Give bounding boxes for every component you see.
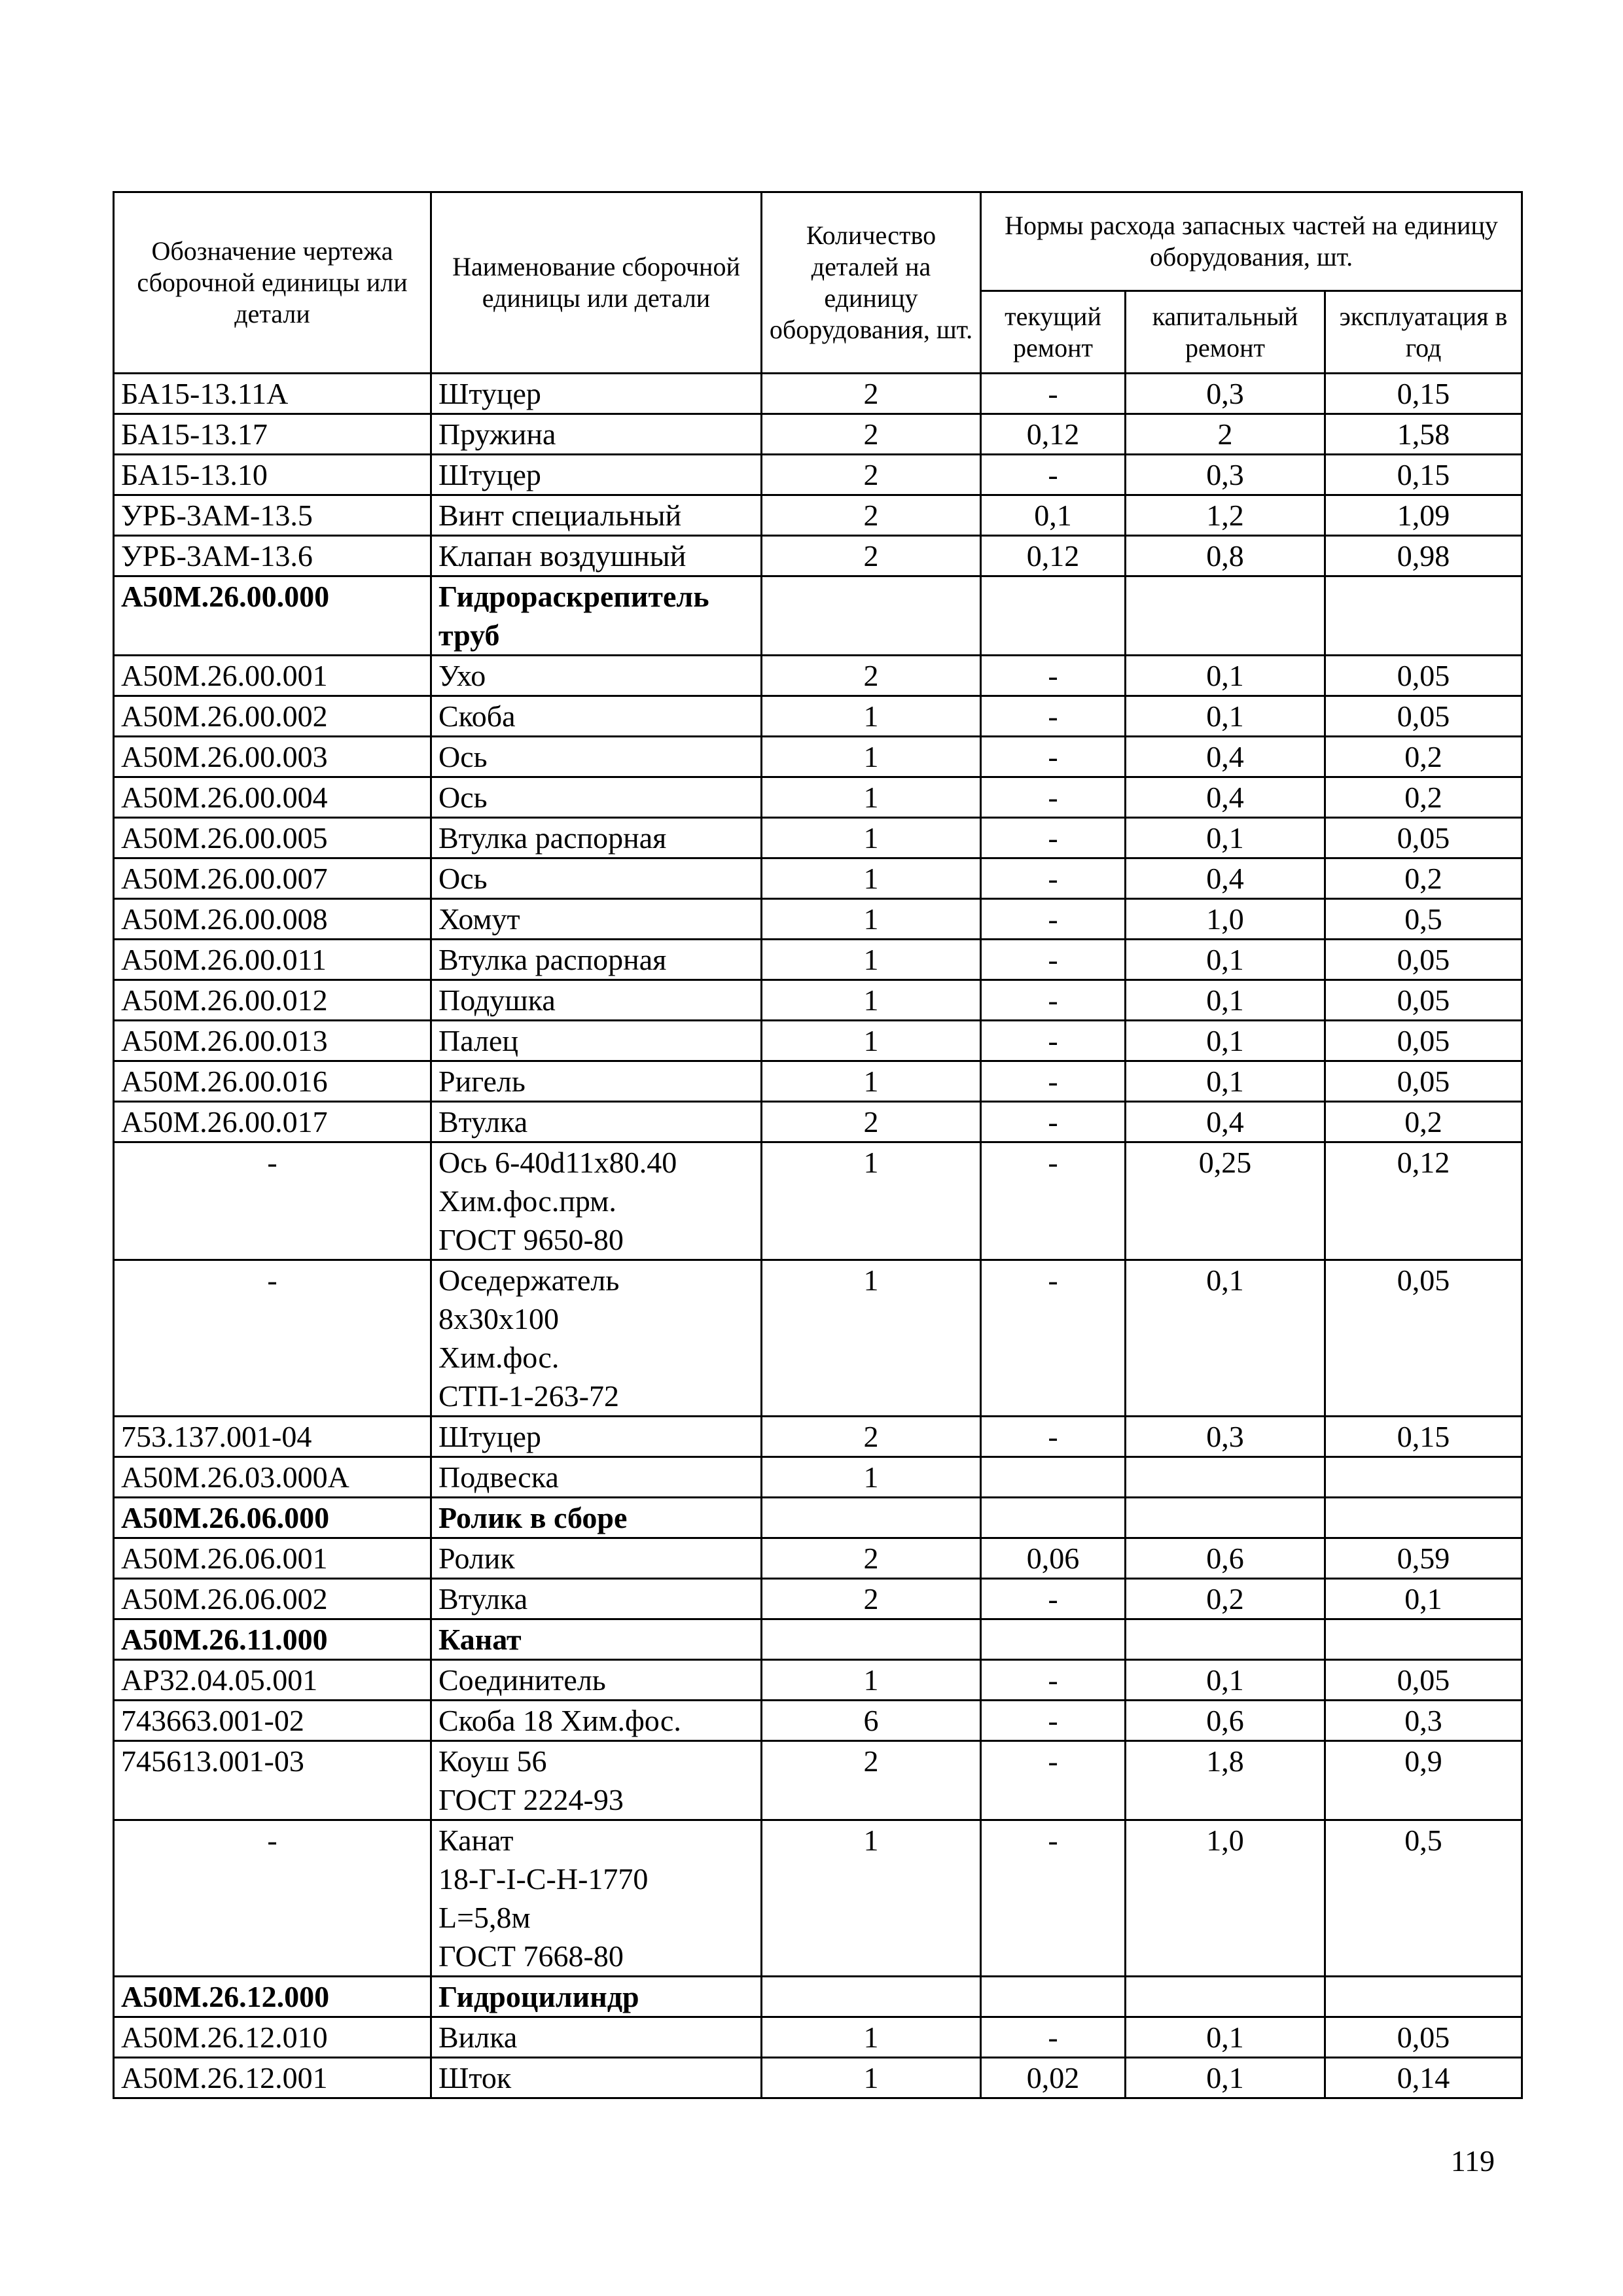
cell-qty: [762, 1977, 981, 2017]
cell-name: Втулка распорная: [431, 818, 762, 858]
table-row: [114, 737, 1522, 777]
cell-code: 753.137.001-04: [114, 1417, 431, 1457]
cell-capital: 0,3: [1126, 374, 1325, 414]
table-row: [114, 455, 1522, 495]
cell-name: Подвеска: [431, 1457, 762, 1498]
cell-code: УРБ-3АМ-13.6: [114, 536, 431, 576]
cell-qty: 1: [762, 2058, 981, 2098]
cell-annual: [1325, 576, 1522, 656]
cell-annual: 0,05: [1325, 1021, 1522, 1061]
cell-current: -: [981, 1660, 1126, 1701]
cell-code: -: [114, 1260, 431, 1417]
cell-capital: 0,1: [1126, 2058, 1325, 2098]
cell-current: -: [981, 940, 1126, 980]
cell-annual: 0,2: [1325, 858, 1522, 899]
cell-code: БА15-13.17: [114, 414, 431, 455]
cell-name: [431, 1260, 762, 1417]
table-row: [114, 374, 1522, 414]
table-body: [114, 374, 1522, 2098]
cell-current: 0,06: [981, 1538, 1126, 1579]
cell-name-line: ГОСТ 9650-80: [438, 1223, 624, 1256]
cell-current: -: [981, 1701, 1126, 1741]
cell-name-line: L=5,8м: [438, 1901, 531, 1934]
table-row: [114, 1820, 1522, 1977]
cell-capital: 0,25: [1126, 1142, 1325, 1260]
cell-capital: 0,1: [1126, 2017, 1325, 2058]
cell-current: -: [981, 2017, 1126, 2058]
table-row: [114, 1021, 1522, 1061]
cell-qty: 2: [762, 536, 981, 576]
table-row: [114, 1102, 1522, 1142]
cell-qty: 6: [762, 1701, 981, 1741]
cell-code: А50М.26.00.011: [114, 940, 431, 980]
cell-current: -: [981, 455, 1126, 495]
cell-name-line: 8x30x100: [438, 1302, 559, 1335]
cell-code: А50М.26.12.010: [114, 2017, 431, 2058]
table-row: [114, 777, 1522, 818]
cell-code: А50М.26.03.000А: [114, 1457, 431, 1498]
cell-name: Гидрораскрепитель труб: [431, 576, 762, 656]
cell-current: -: [981, 1061, 1126, 1102]
cell-name-line: ГОСТ 7668-80: [438, 1939, 624, 1973]
cell-code: А50М.26.00.017: [114, 1102, 431, 1142]
cell-code: А50М.26.06.002: [114, 1579, 431, 1619]
cell-code: -: [114, 1820, 431, 1977]
cell-capital: [1126, 1498, 1325, 1538]
table-row: [114, 696, 1522, 737]
cell-current: -: [981, 1820, 1126, 1977]
cell-current: -: [981, 1021, 1126, 1061]
table-row: [114, 414, 1522, 455]
cell-name: Гидроцилиндр: [431, 1977, 762, 2017]
cell-name: Канат: [431, 1619, 762, 1660]
cell-current: 0,12: [981, 414, 1126, 455]
cell-name: Клапан воздушный: [431, 536, 762, 576]
cell-qty: 2: [762, 414, 981, 455]
cell-name: [431, 1142, 762, 1260]
cell-current: -: [981, 737, 1126, 777]
cell-code: А50М.26.00.012: [114, 980, 431, 1021]
cell-capital: 0,1: [1126, 1260, 1325, 1417]
cell-name-line: Ось 6-40d11x80.40: [438, 1146, 677, 1179]
cell-annual: 0,15: [1325, 455, 1522, 495]
table-row: [114, 536, 1522, 576]
cell-annual: [1325, 1498, 1522, 1538]
cell-current: -: [981, 1142, 1126, 1260]
cell-name-line: Хим.фос.прм.: [438, 1184, 616, 1218]
cell-qty: 2: [762, 455, 981, 495]
cell-current: -: [981, 858, 1126, 899]
cell-annual: 0,2: [1325, 777, 1522, 818]
header-code: Обозначение чертежа сборочной единицы или детали: [114, 192, 431, 374]
cell-code: А50М.26.00.016: [114, 1061, 431, 1102]
cell-annual: 1,09: [1325, 495, 1522, 536]
cell-annual: 0,3: [1325, 1701, 1522, 1741]
cell-name: [431, 1820, 762, 1977]
cell-qty: 2: [762, 1579, 981, 1619]
cell-current: [981, 1498, 1126, 1538]
cell-annual: 0,05: [1325, 1660, 1522, 1701]
cell-capital: 0,1: [1126, 1021, 1325, 1061]
cell-code: А50М.26.00.013: [114, 1021, 431, 1061]
cell-capital: 0,1: [1126, 656, 1325, 696]
cell-name: Штуцер: [431, 1417, 762, 1457]
table-row: [114, 1061, 1522, 1102]
cell-qty: 2: [762, 1102, 981, 1142]
cell-qty: 1: [762, 1457, 981, 1498]
cell-annual: 0,05: [1325, 980, 1522, 1021]
cell-qty: 1: [762, 1061, 981, 1102]
cell-current: [981, 576, 1126, 656]
cell-name: Винт специальный: [431, 495, 762, 536]
cell-name: Скоба 18 Хим.фос.: [431, 1701, 762, 1741]
cell-name: Втулка: [431, 1579, 762, 1619]
cell-qty: 2: [762, 1741, 981, 1820]
cell-annual: [1325, 1457, 1522, 1498]
cell-name: Скоба: [431, 696, 762, 737]
table-row: [114, 1701, 1522, 1741]
header-annual-operation: эксплуатация в год: [1325, 291, 1522, 374]
cell-current: -: [981, 374, 1126, 414]
cell-annual: 0,15: [1325, 374, 1522, 414]
cell-name: Штуцер: [431, 455, 762, 495]
cell-annual: 0,5: [1325, 1820, 1522, 1977]
cell-current: -: [981, 1741, 1126, 1820]
cell-annual: 0,59: [1325, 1538, 1522, 1579]
cell-capital: [1126, 1457, 1325, 1498]
cell-qty: 1: [762, 1660, 981, 1701]
cell-capital: 0,1: [1126, 696, 1325, 737]
cell-annual: 1,58: [1325, 414, 1522, 455]
cell-qty: 2: [762, 1417, 981, 1457]
cell-current: -: [981, 696, 1126, 737]
cell-current: -: [981, 656, 1126, 696]
cell-annual: 0,14: [1325, 2058, 1522, 2098]
cell-code: А50М.26.00.001: [114, 656, 431, 696]
header-name: Наименование сборочной единицы или детали: [431, 192, 762, 374]
cell-qty: [762, 1619, 981, 1660]
cell-qty: [762, 1498, 981, 1538]
spare-parts-table: [113, 191, 1523, 2099]
cell-annual: 0,2: [1325, 1102, 1522, 1142]
cell-capital: 0,3: [1126, 455, 1325, 495]
cell-annual: 0,05: [1325, 696, 1522, 737]
cell-current: -: [981, 980, 1126, 1021]
cell-capital: 0,1: [1126, 1660, 1325, 1701]
cell-code: А50М.26.00.007: [114, 858, 431, 899]
cell-capital: 1,2: [1126, 495, 1325, 536]
cell-name-line: ГОСТ 2224-93: [438, 1783, 624, 1816]
cell-code: А50М.26.00.008: [114, 899, 431, 940]
cell-code: БА15-13.11А: [114, 374, 431, 414]
cell-qty: 2: [762, 374, 981, 414]
cell-capital: 0,4: [1126, 1102, 1325, 1142]
table-row: [114, 858, 1522, 899]
header-capital-repair: капитальный ремонт: [1126, 291, 1325, 374]
page-number: 119: [1450, 2144, 1495, 2178]
cell-capital: 1,0: [1126, 899, 1325, 940]
cell-name: Палец: [431, 1021, 762, 1061]
cell-code: А50М.26.00.005: [114, 818, 431, 858]
section-row: [114, 1498, 1522, 1538]
cell-capital: 0,4: [1126, 737, 1325, 777]
cell-current: -: [981, 1102, 1126, 1142]
table-row: [114, 1660, 1522, 1701]
cell-capital: [1126, 1977, 1325, 2017]
table-row: [114, 899, 1522, 940]
table-row: [114, 818, 1522, 858]
cell-qty: 1: [762, 777, 981, 818]
cell-code: БА15-13.10: [114, 455, 431, 495]
cell-capital: 2: [1126, 414, 1325, 455]
cell-current: 0,02: [981, 2058, 1126, 2098]
cell-current: 0,1: [981, 495, 1126, 536]
cell-capital: 0,6: [1126, 1538, 1325, 1579]
cell-capital: 0,1: [1126, 1061, 1325, 1102]
cell-capital: 0,1: [1126, 980, 1325, 1021]
cell-name-line: Хим.фос.: [438, 1341, 560, 1374]
cell-code: А50М.26.06.001: [114, 1538, 431, 1579]
cell-current: -: [981, 1417, 1126, 1457]
cell-current: [981, 1977, 1126, 2017]
cell-code: А50М.26.11.000: [114, 1619, 431, 1660]
cell-code: А50М.26.12.000: [114, 1977, 431, 2017]
table-row: [114, 980, 1522, 1021]
cell-qty: 1: [762, 858, 981, 899]
table-row: [114, 2058, 1522, 2098]
cell-name: Вилка: [431, 2017, 762, 2058]
cell-annual: 0,05: [1325, 656, 1522, 696]
cell-current: -: [981, 818, 1126, 858]
cell-name: Ось: [431, 737, 762, 777]
table-row: [114, 1457, 1522, 1498]
cell-capital: 0,8: [1126, 536, 1325, 576]
table-row: [114, 1142, 1522, 1260]
cell-annual: 0,05: [1325, 818, 1522, 858]
cell-qty: 1: [762, 1820, 981, 1977]
cell-current: -: [981, 899, 1126, 940]
cell-annual: 0,15: [1325, 1417, 1522, 1457]
cell-qty: 1: [762, 940, 981, 980]
cell-annual: 0,5: [1325, 899, 1522, 940]
cell-qty: 1: [762, 899, 981, 940]
cell-qty: 2: [762, 495, 981, 536]
table-row: [114, 940, 1522, 980]
table-row: [114, 1417, 1522, 1457]
cell-qty: 1: [762, 737, 981, 777]
cell-code: 743663.001-02: [114, 1701, 431, 1741]
cell-capital: [1126, 576, 1325, 656]
cell-qty: 2: [762, 1538, 981, 1579]
cell-name: Шток: [431, 2058, 762, 2098]
table-row: [114, 1741, 1522, 1820]
section-row: [114, 1619, 1522, 1660]
cell-code: АР32.04.05.001: [114, 1660, 431, 1701]
cell-capital: [1126, 1619, 1325, 1660]
table-row: [114, 1260, 1522, 1417]
cell-annual: 0,9: [1325, 1741, 1522, 1820]
cell-annual: 0,05: [1325, 1061, 1522, 1102]
cell-annual: 0,98: [1325, 536, 1522, 576]
cell-capital: 0,1: [1126, 940, 1325, 980]
cell-annual: [1325, 1619, 1522, 1660]
cell-name-line: Оседержатель: [438, 1263, 620, 1297]
cell-code: А50М.26.00.002: [114, 696, 431, 737]
table-row: [114, 2017, 1522, 2058]
cell-current: -: [981, 1260, 1126, 1417]
cell-current: -: [981, 777, 1126, 818]
cell-name: Ухо: [431, 656, 762, 696]
cell-name: [431, 1741, 762, 1820]
cell-code: А50М.26.00.000: [114, 576, 431, 656]
cell-name: Ролик: [431, 1538, 762, 1579]
cell-name-line: Канат: [438, 1824, 514, 1857]
cell-name-line: 18-Г-I-С-Н-1770: [438, 1862, 649, 1896]
cell-capital: 0,2: [1126, 1579, 1325, 1619]
cell-name: Втулка: [431, 1102, 762, 1142]
cell-name-line: СТП-1-263-72: [438, 1379, 619, 1413]
cell-code: А50М.26.06.000: [114, 1498, 431, 1538]
cell-current: [981, 1619, 1126, 1660]
header-current-repair: текущий ремонт: [981, 291, 1126, 374]
cell-name: Втулка распорная: [431, 940, 762, 980]
cell-qty: 1: [762, 980, 981, 1021]
cell-qty: 1: [762, 1260, 981, 1417]
cell-code: А50М.26.00.003: [114, 737, 431, 777]
cell-capital: 0,4: [1126, 777, 1325, 818]
cell-annual: 0,12: [1325, 1142, 1522, 1260]
cell-qty: 1: [762, 696, 981, 737]
table-row: [114, 656, 1522, 696]
cell-qty: 1: [762, 1142, 981, 1260]
cell-qty: 1: [762, 2017, 981, 2058]
cell-code: 745613.001-03: [114, 1741, 431, 1820]
cell-annual: 0,05: [1325, 940, 1522, 980]
cell-qty: 1: [762, 1021, 981, 1061]
cell-qty: 1: [762, 818, 981, 858]
cell-annual: 0,1: [1325, 1579, 1522, 1619]
cell-name: Ролик в сборе: [431, 1498, 762, 1538]
cell-name: Подушка: [431, 980, 762, 1021]
cell-annual: 0,05: [1325, 1260, 1522, 1417]
table-row: [114, 495, 1522, 536]
cell-annual: [1325, 1977, 1522, 2017]
table-row: [114, 1579, 1522, 1619]
cell-name: Ось: [431, 858, 762, 899]
cell-capital: 0,1: [1126, 818, 1325, 858]
table-header: [114, 192, 1522, 374]
cell-name: Ригель: [431, 1061, 762, 1102]
cell-capital: 1,8: [1126, 1741, 1325, 1820]
cell-name: Штуцер: [431, 374, 762, 414]
header-norms: Нормы расхода запасных частей на единицу оборудования, шт.: [981, 192, 1522, 291]
cell-name: Хомут: [431, 899, 762, 940]
section-row: [114, 1977, 1522, 2017]
cell-capital: 1,0: [1126, 1820, 1325, 1977]
cell-capital: 0,3: [1126, 1417, 1325, 1457]
section-row: [114, 576, 1522, 656]
cell-name: Соединитель: [431, 1660, 762, 1701]
cell-qty: 2: [762, 656, 981, 696]
cell-name-line: Коуш 56: [438, 1744, 547, 1778]
cell-name: Ось: [431, 777, 762, 818]
header-qty: Количество деталей на единицу оборудования, шт.: [762, 192, 981, 374]
cell-current: [981, 1457, 1126, 1498]
cell-current: -: [981, 1579, 1126, 1619]
spare-parts-table-container: [113, 191, 1521, 2099]
cell-qty: [762, 576, 981, 656]
cell-annual: 0,05: [1325, 2017, 1522, 2058]
table-row: [114, 1538, 1522, 1579]
cell-name: Пружина: [431, 414, 762, 455]
cell-capital: 0,4: [1126, 858, 1325, 899]
cell-code: А50М.26.00.004: [114, 777, 431, 818]
cell-code: -: [114, 1142, 431, 1260]
cell-annual: 0,2: [1325, 737, 1522, 777]
cell-code: А50М.26.12.001: [114, 2058, 431, 2098]
cell-capital: 0,6: [1126, 1701, 1325, 1741]
cell-current: 0,12: [981, 536, 1126, 576]
cell-code: УРБ-3АМ-13.5: [114, 495, 431, 536]
